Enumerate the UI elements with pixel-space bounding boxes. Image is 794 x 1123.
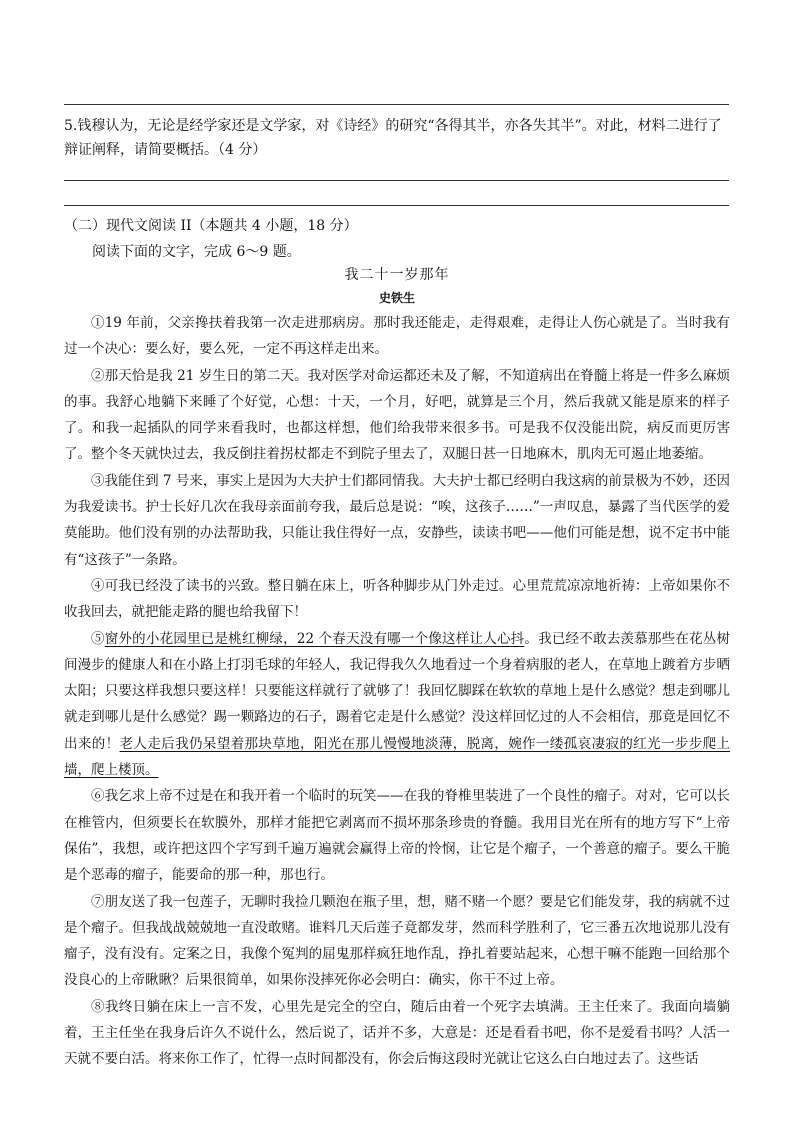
article-author: 史铁生: [378, 291, 415, 305]
paragraph-8: ⑧我终日躺在床上一言不发，心里先是完全的空白，随后由着一个死字去填满。王主任来了。我面向墙躺着，王主任坐在我身后许久不说什么，然后说了，话并不多，大意是：还是看看书吧，你不是爱看书吗？人活一天就不要白活。将来你工作了，忙得一点时间都没有，你会后悔这段时光就让它这么白白地过去了。这些话: [64, 998, 730, 1068]
underlined-sentence-2: 老人走后我仍呆望着那块草地，阳光在那儿慢慢地淡薄，脱离，婉作一缕孤哀凄寂的红光一步步爬上墙，爬上楼顶。: [64, 735, 731, 779]
section-heading: （二）现代文阅读 II（本题共 4 小题，18 分）: [64, 218, 358, 234]
paragraph-5-text: 。我已经不敢去羡慕那些在花丛树间漫步的健康人和在小路上打羽毛球的年轻人，我记得我久久地看过一个身着病服的老人，在草地上踱着方步晒太阳；只要这样我想只要这样！只要能这样就行了就够了！我回忆脚踩在软软的草地上是什么感觉？想走到哪儿就走到哪儿是什么感觉？踢一颗路边的石子，踢着它走是什么感觉？没这样回忆过的人不会相信，那竟是回忆不出来的！: [64, 630, 731, 752]
answer-line: [64, 180, 729, 181]
article-body: [64, 310, 730, 1073]
paragraph-7: ⑦朋友送了我一包莲子，无聊时我捡几颗泡在瓶子里，想，赌不赌一个愿？要是它们能发芽，我的病就不过是个瘤子。但我战战兢兢地一直没敢赌。谁料几天后莲子竟都发芽，然而科学胜利了，它三番五次地说那儿没有瘤子，没有没有。定案之日，我像个冤判的屈鬼那样疯狂地作乱，挣扎着要站起来，心想干嘛不能跑一回给那个没良心的上帝瞅瞅？后果很简单，如果你没摔死你必会明白：确实，你干不过上帝。: [64, 893, 730, 989]
section-instruction: 阅读下面的文字，完成 6～9 题。: [92, 244, 301, 260]
paragraph-5: ⑤窗外的小花园里已是桃红柳绿，22 个春天没有哪一个像这样让人心抖。我已经不敢去羡慕那些在花丛树间漫步的健康人和在小路上打羽毛球的年轻人，我记得我久久地看过一个身着病服的老人，在草地上踱着方步晒太阳；只要这样我想只要这样！只要能这样就行了就够了！我回忆脚踩在软软的草地上是什么感觉？想走到哪儿就走到哪儿是什么感觉？踢一颗路边的石子，踢着它走是什么感觉？没这样回忆过的人不会相信，那竟是回忆不出来的！老人走后我仍呆望着那块草地，阳光在那儿慢慢地淡薄，脱离，婉作一缕孤哀凄寂的红光一步步爬上墙，爬上楼顶。: [64, 630, 731, 779]
answer-line: [64, 205, 729, 206]
paragraph-6: ⑥我乞求上帝不过是在和我开着一个临时的玩笑——在我的脊椎里装进了一个良性的瘤子。对对，它可以长在椎管内，但须要长在软膜外，那样才能把它剥离而不损坏那条珍贵的脊髓。我用目光在所有的地方写下“上帝保佑”，我想，或许把这四个字写到千遍万遍就会赢得上帝的怜悯，让它是个瘤子，一个善意的瘤子。要么干脆是个恶毒的瘤子，能要命的那一种，那也行。: [64, 788, 730, 884]
question-5: 5.钱穆认为，无论是经学家还是文学家，对《诗经》的研究“各得其半，亦各失其半”。对此，材料二进行了辩证阐释，请简要概括。（4 分）: [64, 118, 722, 158]
article-title: 我二十一岁那年: [344, 267, 450, 283]
answer-line: [64, 104, 729, 105]
paragraph-4: ④可我已经没了读书的兴致。整日躺在床上，听各种脚步从门外走过。心里荒荒凉凉地祈祷：上帝如果你不收我回去，就把能走路的腿也给我留下！: [64, 577, 730, 621]
underlined-sentence-1: 窗外的小花园里已是桃红柳绿，22 个春天没有哪一个像这样让人心抖: [104, 630, 525, 647]
paragraph-3: ③我能住到 7 号来，事实上是因为大夫护士们都同情我。大夫护士都已经明白我这病的前景极为不妙，还因为我爱读书。护士长好几次在我母亲面前夸我，最后总是说：“唉，这孩子……”一声叹息，暴露了当代医学的爱莫能助。他们没有别的办法帮助我，只能让我住得好一点，安静些，读读书吧——他们可能是想，说不定书中能有“这孩子”一条路。: [64, 472, 730, 568]
paragraph-1: ①19 年前，父亲搀扶着我第一次走进那病房。那时我还能走，走得艰难，走得让人伤心就是了。当时我有过一个决心：要么好，要么死，一定不再这样走出来。: [64, 315, 730, 358]
paragraph-2: ②那天恰是我 21 岁生日的第二天。我对医学对命运都还未及了解，不知道病出在脊髓上将是一件多么麻烦的事。我舒心地躺下来睡了个好觉，心想：十天，一个月，好吧，就算是三个月，然后我就又能是原来的样子了。和我一起插队的同学来看我时，也都这样想，他们给我带来很多书。可是我不仅没能出院，病反而更厉害了。整个冬天就快过去，我反倒拄着拐杖都走不到院子里去了，双腿日甚一日地麻木，肌肉无可遏止地萎缩。: [64, 367, 730, 463]
